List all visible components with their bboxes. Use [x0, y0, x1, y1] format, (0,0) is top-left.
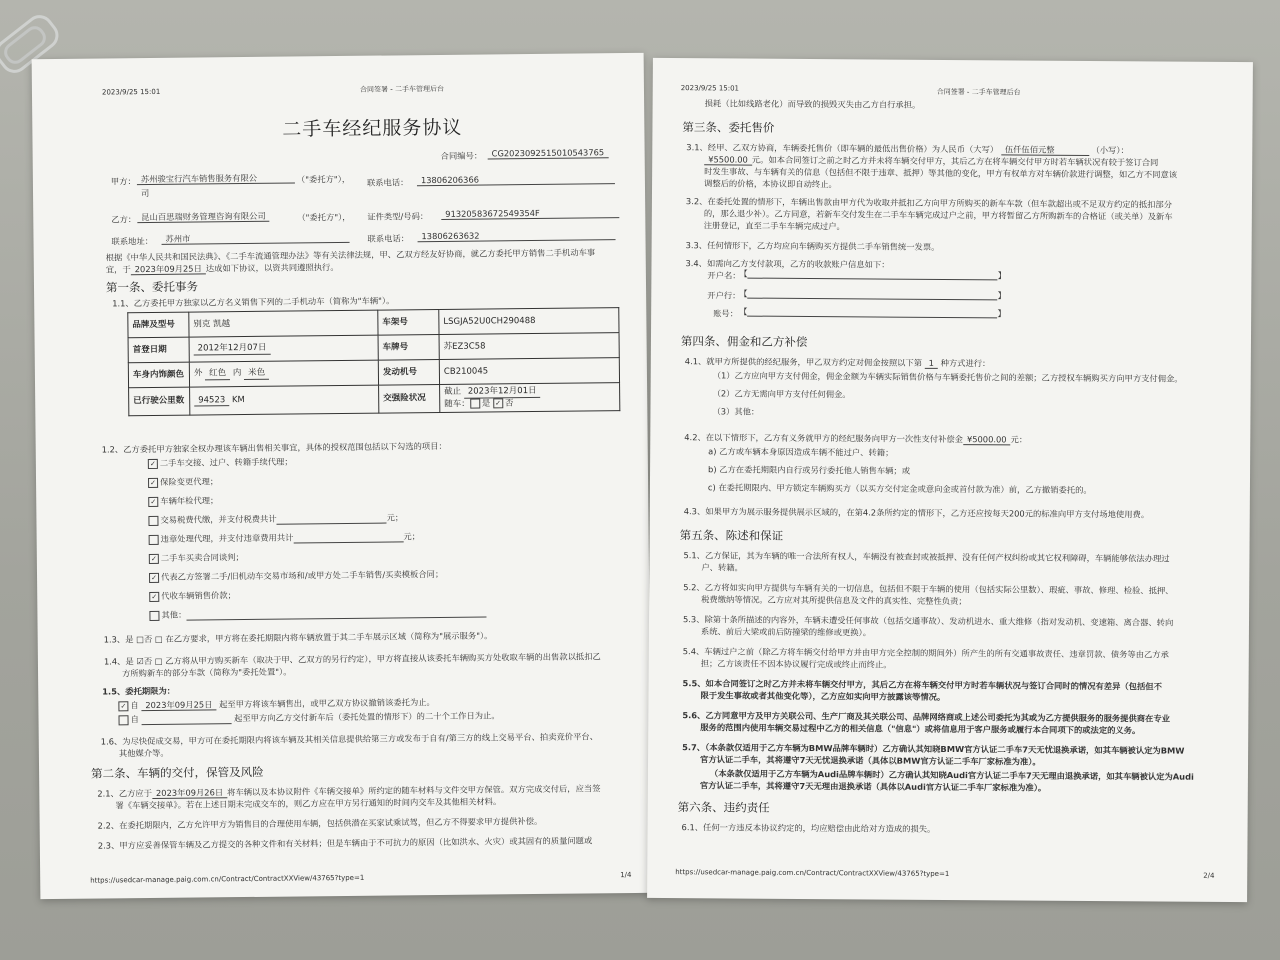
clause-3-1-line-2: ¥5500.00 元。如本合同签订之前之时乙方并未将车辆交付甲方，其后乙方在将车辆交付甲方时若车辆状况有较于签订合同 [704, 154, 1158, 169]
clause-1-4-line-2: 方所购新车的部分车款（简称为"委托处置"）。 [122, 666, 292, 679]
address-label: 联系地址： [111, 235, 154, 247]
account-no-field: 【 】 [739, 306, 1006, 319]
clause-3-4: 3.4、如需向乙方支付款项，乙方的收款账户信息如下： [685, 258, 890, 270]
clause-5-5-line-1: 5.5、如本合同签订之时乙方并未将车辆交付甲方，其后乙方在将车辆交付甲方时若车辆状况与签订合同时的情况有差异（包括但不 [682, 678, 1162, 692]
checkbox-icon [148, 515, 158, 525]
account-bank-label: 开户行： [707, 290, 741, 301]
contract-no: CG2023092515010543765 [488, 147, 609, 160]
clause-3-2-line-3: 注册登记，直至二手车车辆完成过户。 [703, 220, 845, 232]
contract-page-1 [32, 53, 653, 899]
party-a-label: 甲方： [110, 176, 136, 187]
clause-5-7-line-3: （本条款仅适用于乙方车辆为Audi品牌车辆时）乙方确认其知晓Audi官方认证二手车7天无理由退换承诺，如其车辆被认定为Audi [709, 768, 1194, 782]
vehicle-info-table [127, 307, 620, 416]
clause-5-1-line-2: 户、转籍。 [701, 562, 743, 573]
clause-4-3: 4.3、如果甲方为展示服务提供展示区域的，在第4.2条所约定的情形下，乙方还应按每天200元的标准向甲方支付场地使用费。 [683, 506, 1150, 520]
vin-value: LSGJA52U0CH290488 [439, 308, 619, 335]
clause-4-2-a: a) 乙方或车辆本身原因造成车辆不能过户、转籍； [708, 446, 894, 458]
checkbox-icon [149, 610, 159, 620]
clause-5-1-line-1: 5.1、乙方保证，其为车辆的唯一合法所有权人，车辆没有被查封或被抵押、没有任何产权纠纷或其它权利障碍，车辆能够依法办理过 [683, 550, 1170, 564]
contract-no-label: 合同编号： [440, 150, 483, 161]
party-a-phone-label: 联系电话： [366, 177, 409, 188]
party-a-name-cont: 司 [140, 188, 150, 199]
account-name-field: 【 】 [739, 268, 1007, 281]
section-3-title: 第三条、委托售价 [682, 120, 775, 135]
authorization-options [148, 455, 487, 630]
checkbox-checked-icon: ✓ [148, 477, 158, 487]
clause-1-6-line-2: 其他媒介等。 [118, 747, 169, 759]
checkbox-icon [149, 534, 159, 544]
account-bank-field: 【 】 [739, 288, 1006, 301]
blank-line [293, 541, 403, 543]
clause-5-4-line-1: 5.4、车辆过户之前（除乙方将车辆交付给甲方并由甲方完全控制的期间外）所产生的所有交通事故责任、违章罚款、债务等由乙方承 [682, 646, 1169, 660]
clause-1-2: 1.2、乙方委托甲方独家全权办理该车辆出售相关事宜，具体的授权范围包括以下勾选的项目： [101, 440, 447, 455]
checkbox-icon [470, 398, 480, 408]
clause-1-5-option-b: 自 起至甲方向乙方交付新车后（委托处置的情形下）的二十个工作日为止。 [118, 710, 499, 724]
option-tail: 元； [403, 531, 421, 542]
option-label: 违章处理代理，并支付违章费用共计 [160, 532, 294, 544]
option-label: 二手车买卖合同谈判； [160, 552, 244, 563]
blank-line [186, 616, 486, 620]
clause-2-2: 2.2、在委托期限内，乙方允许甲方为销售目的合理使用车辆，包括供潜在买家试乘试驾，但乙方不得要求甲方提供补偿。 [97, 815, 543, 831]
header-title: 合同签署 - 二手车管理后台 [936, 87, 1021, 97]
option-label: 代表乙方签署二手/旧机动车交易市场和/或甲方处二手车销售/买卖模板合同； [160, 568, 444, 582]
clause-3-1-line-1: 3.1、经甲、乙双方协商，车辆委托售价（即车辆的最低出售价格）为人民币（大写） 伍仟伍佰元整 （小写）： [686, 142, 1129, 156]
party-b-role: （"委托方"）， [297, 211, 351, 223]
brand-value: 别克 凯越 [189, 310, 378, 337]
clause-4-2-c: c) 在委托期限内、甲方锁定车辆购买方（以买方交付定金或意向金或首付款为准）前，乙方撤销委托的。 [707, 482, 1092, 495]
option-label: 二手车交接、过户、转籍手续代理； [159, 456, 293, 468]
option-label: 车辆年检代理； [160, 495, 219, 506]
clause-5-7-line-2: 官方认证二手车，其将遵守7天无忧退换承诺（具体以BMW官方认证二手车厂家标准为准）。 [700, 754, 1041, 767]
mileage-label: 已行驶公里数 [129, 387, 190, 415]
color-label: 车身内饰颜色 [128, 362, 189, 388]
clause-5-4-line-2: 担；乙方该责任不因本协议履行完成或终止而终止。 [700, 658, 892, 670]
party-b-phone-label: 联系电话： [367, 233, 410, 244]
color-value: 外 红色 内 米色 [189, 360, 378, 387]
clause-4-2-b: b) 乙方在委托期限内自行或另行委托他人销售车辆；或 [708, 464, 911, 476]
option-tail: 元； [386, 512, 404, 523]
option-label: 其他： [161, 609, 187, 620]
contract-page-2 [647, 58, 1253, 902]
clause-4-1-option-1: （1）乙方应向甲方支付佣金，佣金金额为车辆实际销售价格与车辆委托售价之间的差额；乙方授权车辆购买方向甲方支付佣金。 [712, 370, 1183, 384]
clause-1-6-line-1: 1.6、为尽快促成交易，甲方可在委托期限内将该车辆及其相关信息提供给第三方或发布于自有/第三方的线上交易平台、拍卖竞价平台、 [100, 731, 599, 747]
clause-4-1: 4.1、就甲方所提供的经纪服务，甲乙双方约定对佣金按照以下第 1 种方式进行： [684, 356, 991, 369]
page-number: 2/4 [1203, 871, 1215, 880]
clause-1-5-option-a: ✓ 自 2023年09月25日 起至甲方将该车辆售出，或甲乙双方协议撤销该委托为止。 [118, 697, 435, 712]
header-date: 2023/9/25 15:01 [101, 87, 161, 97]
engine-value: CB210045 [439, 358, 619, 385]
party-a-phone: 13806206366 [417, 173, 615, 186]
clause-5-7-line-1: 5.7、（本条款仅适用于乙方车辆为BMW品牌车辆时）乙方确认其知晓BMW官方认证二手车7天无忧退换承诺，如其车辆被认定为BMW [682, 742, 1185, 756]
party-b-name: 昆山百思瑞财务管理咨询有限公司 [137, 211, 270, 224]
clause-5-7-line-4: 官方认证二手车，其将遵守7天无理由退换承诺（具体以Audi官方认证二手车厂家标准为准）。 [699, 780, 1047, 793]
reg-date-value: 2012年12月07日 [189, 335, 378, 362]
clause-2-3: 2.3、甲方应妥善保管车辆及乙方提交的各种文件和有关材料；但是车辆由于不可抗力的原因（比如洪水、火灾）或其固有的质量问题或 [97, 835, 593, 851]
clause-4-2: 4.2、在以下情形下，乙方有义务就甲方的经纪服务向甲方一次性支付补偿金 ¥5000.00 元： [684, 432, 1028, 445]
option-label: 交易税费代缴，并支付税费共计 [160, 513, 277, 525]
clause-5-6-line-1: 5.6、乙方同意甲方及甲方关联公司、生产厂商及其关联公司、品牌网络商或上述公司委托为其或为乙方提供服务的服务提供商在专业 [682, 710, 1170, 724]
footer-url: https://usedcar-manage.paig.com.cn/Contract/ContractXXView/43765?type=1 [675, 868, 950, 879]
clause-5-2-line-2: 税费缴纳等情况。乙方应对其所提供信息及文件的真实性、完整性负责； [701, 594, 967, 607]
insurance-value: 截止 2023年12月01日 随车： 是 ✓ 否 [440, 383, 620, 413]
account-name-label: 开户名： [707, 270, 741, 281]
preamble-line-2: 宜，于 2023年09月25日 达成如下协议，以资共同遵照执行。 [105, 262, 339, 275]
footer-url: https://usedcar-manage.paig.com.cn/Contract/ContractXXView/43765?type=1 [90, 873, 365, 885]
header-title: 合同签署 - 二手车管理后台 [359, 84, 444, 94]
party-b-label: 乙方： [111, 214, 137, 225]
id-type-label: 证件类型/号码： [367, 211, 429, 222]
header-date: 2023/9/25 15:01 [680, 84, 740, 93]
clause-2-1-line-2: 署《车辆交接单》。若在上述日期未完成交车的，则乙方应在甲方另行通知的时间内交车及其他相关材料。 [115, 796, 502, 811]
clause-3-3: 3.3、任何情形下，乙方均应向车辆购买方提供二手车销售统一发票。 [685, 240, 940, 252]
brand-label: 品牌及型号 [128, 312, 189, 338]
section-4-title: 第四条、佣金和乙方补偿 [680, 334, 808, 350]
vin-label: 车架号 [378, 309, 439, 335]
checkbox-checked-icon: ✓ [149, 572, 159, 582]
option-label: 代收车辆销售价款； [161, 590, 236, 601]
section-2-title: 第二条、车辆的交付，保管及风险 [91, 764, 264, 781]
party-a-name: 苏州骏宝行汽车销售服务有限公 [137, 172, 295, 185]
page-number: 1/4 [620, 870, 632, 880]
checkbox-checked-icon: ✓ [149, 553, 159, 563]
clause-3-1-line-4: 调整后的价格，本协议即自动终止。 [704, 178, 837, 190]
blank-line [277, 522, 387, 524]
clause-3-1-line-3: 时发生事故、与车辆有关的信息（包括但不限于违章、抵押）等其他的变化，甲方有权单方对车辆价款进行调整，如乙方不同意该 [704, 166, 1178, 180]
authorization-option [149, 606, 486, 629]
plate-value: 苏EZ3C58 [439, 333, 619, 360]
plate-label: 车牌号 [378, 334, 439, 360]
checkbox-checked-icon: ✓ [493, 398, 503, 408]
account-no-label: 账号： [713, 308, 739, 319]
preamble-line-1: 根据《中华人民共和国民法典》、《二手车流通管理办法》等有关法律法规，甲、乙双方经友好协商，就乙方委托甲方销售二手机动车事 [105, 247, 596, 263]
clause-5-3-line-2: 系统、前后大梁或前后防撞梁的维修或更换）。 [700, 626, 872, 638]
checkbox-checked-icon: ✓ [148, 496, 158, 506]
engine-label: 发动机号 [378, 359, 439, 385]
clause-4-1-option-3: （3）其他： [712, 406, 760, 417]
clause-1-5-label: 1.5、委托期限为： [102, 685, 176, 697]
clause-1-1: 1.1、乙方委托甲方独家以乙方名义销售下列的二手机动车（简称为"车辆"）。 [112, 295, 395, 309]
party-b-phone: 13806263632 [417, 229, 615, 242]
mileage-value: 94523 KM [190, 385, 379, 415]
clause-3-2-line-1: 3.2、在委托处置的情形下，车辆出售款由甲方代为收取并抵扣乙方向甲方所购买的新车车款（但车款超出或不足双方约定的抵扣部分 [685, 196, 1173, 210]
section-6-title: 第六条、违约责任 [677, 800, 770, 815]
clause-3-2-line-2: 的，那么退少补）。乙方同意，若新车交付发生在二手车车辆完成过户之前，甲方将暂留乙方所购新车的合格证（或关单）及新车 [703, 208, 1173, 222]
clause-6-1: 6.1、任何一方违反本协议约定的，均应赔偿由此给对方造成的损失。 [681, 822, 936, 834]
table-row [129, 383, 620, 416]
clause-1-4-line-1: 1.4、是 ☑否 □ 乙方将从甲方购买新车（取决于甲、乙双方的另行约定），甲方将直接从该委托车辆购买方处收取车辆的出售款以抵扣乙 [103, 651, 601, 667]
checkbox-checked-icon: ✓ [149, 591, 159, 601]
clause-2-1-line-1: 2.1、乙方应于 2023年09月26日 将车辆以及本协议附件《车辆交接单》所约定的随车材料与文件交甲方保管。双方完成交付后，应当签 [97, 783, 601, 799]
clause-4-1-option-2: （2）乙方无需向甲方支付任何佣金。 [712, 388, 851, 400]
party-a-role: （"委托方"）， [296, 173, 351, 185]
insurance-label: 交强险状况 [379, 384, 440, 412]
clause-5-3-line-1: 5.3、除第十条所描述的内容外，车辆未遭受任何事故（包括交通事故）、发动机进水、重大维修（指对发动机、变速箱、离合器、转向 [682, 614, 1174, 628]
reg-date-label: 首登日期 [128, 337, 189, 363]
clause-1-3: 1.3、是 □否 □ 在乙方要求，甲方将在委托期限内将车辆放置于其二手车展示区域（简称为"展示服务"）。 [103, 630, 493, 645]
option-label: 保险变更代理； [159, 476, 219, 487]
clause-5-6-line-2: 服务的范围内使用车辆交易过程中乙方的相关信息（"信息"）或将信息用于客户服务或履行本合同项下的或法定的义务。 [700, 722, 1141, 736]
id-number: 91320583672549354F [441, 207, 619, 220]
page-title: 二手车经纪服务协议 [282, 116, 463, 141]
clause-5-2-line-1: 5.2、乙方将如实向甲方提供与车辆有关的一切信息，包括但不限于车辆的使用（包括实际公里数）、瑕疵、事故、修理、检验、抵押、 [683, 582, 1174, 596]
section-1-title: 第一条、委托事务 [105, 279, 199, 295]
address-value: 苏州市 [161, 232, 349, 245]
continued-text: 损耗（比如线路老化）而导致的损毁灭失由乙方自行承担。 [704, 98, 921, 110]
checkbox-checked-icon: ✓ [148, 458, 158, 468]
section-5-title: 第五条、陈述和保证 [679, 528, 784, 543]
clause-5-5-line-2: 限于发生事故或者其他变化等），乙方应如实向甲方披露该等情况。 [700, 690, 946, 702]
